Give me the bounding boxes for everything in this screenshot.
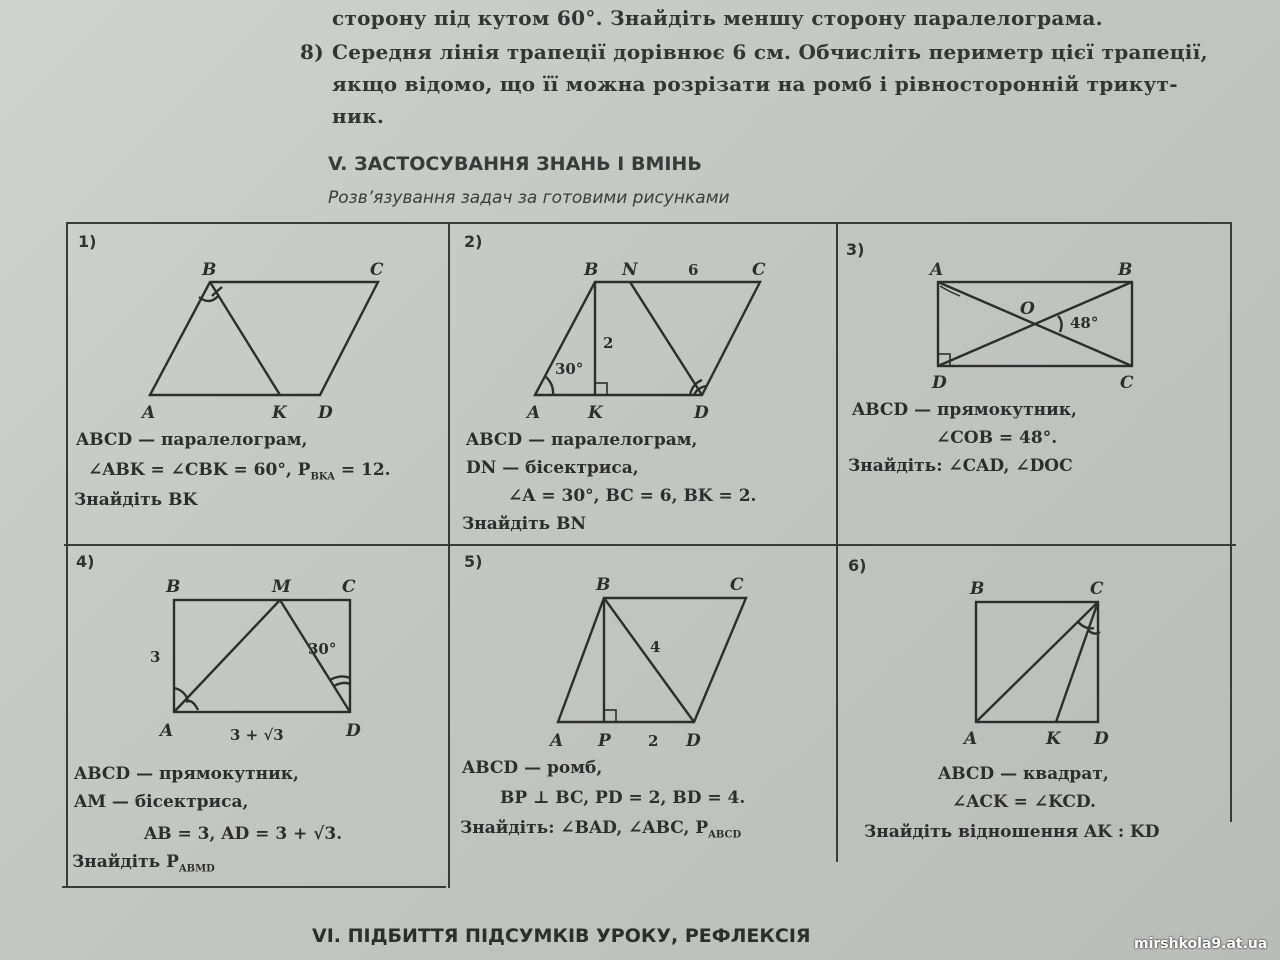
p2-caption-1: ABCD — паралелограм, (466, 430, 698, 450)
p3-label-b: B (1118, 260, 1133, 280)
p4-label-m: M (272, 577, 291, 597)
p1-caption-2-main: ∠ABK = ∠CBK = 60°, P (88, 460, 311, 480)
p6-segment-ck (1056, 602, 1098, 722)
p6-label-b: B (970, 579, 985, 599)
p1-caption-2-sub: BKA (310, 471, 335, 483)
p2-caption-4: Знайдіть BN (462, 514, 587, 534)
problem-5-number: 5) (464, 552, 483, 571)
p2-label-angle: 30° (555, 360, 584, 378)
p2-label-a: A (527, 403, 541, 423)
p5-caption-1: ABCD — ромб, (462, 758, 603, 778)
p1-label-k: K (272, 403, 287, 423)
p6-caption-3: Знайдіть відношення AK : KD (864, 822, 1160, 842)
p3-label-a: A (930, 260, 944, 280)
p4-label-ab: 3 (150, 648, 161, 666)
problem-1-number: 1) (78, 232, 97, 251)
problem-6-number: 6) (848, 556, 867, 575)
p4-caption-2: AM — бісектриса, (74, 792, 249, 812)
watermark: mirshkola9.at.ua (1134, 936, 1268, 952)
p5-label-c: C (730, 575, 744, 595)
p5-label-p: P (598, 731, 611, 751)
p1-caption-2-tail: = 12. (334, 460, 391, 480)
p4-label-c: C (342, 577, 356, 597)
p6-caption-1: ABCD — квадрат, (938, 764, 1109, 784)
p1-label-b: B (202, 260, 217, 280)
p6-label-d: D (1094, 729, 1109, 749)
p4-caption-4-sub: ABMD (178, 863, 215, 875)
section-subtitle: Розв’язування задач за готовими рисунками (328, 188, 730, 208)
p6-label-a: A (964, 729, 978, 749)
p2-label-c: C (752, 260, 766, 280)
p2-label-b: B (584, 260, 599, 280)
p4-label-d: D (346, 721, 361, 741)
p4-caption-4-main: Знайдіть P (72, 852, 179, 872)
p6-label-k: K (1046, 729, 1061, 749)
p1-label-d: D (318, 403, 333, 423)
problem-3-number: 3) (846, 240, 865, 259)
p4-label-b: B (166, 577, 181, 597)
p2-label-bc: 6 (688, 261, 699, 279)
p5-label-a: A (550, 731, 564, 751)
p3-label-d: D (932, 373, 947, 393)
top-line-3: якщо відомо, що її можна розрізати на ромб і рівносторонній трикут- (332, 72, 1178, 96)
p5-label-pd: 2 (648, 732, 659, 750)
p1-label-c: C (370, 260, 384, 280)
p5-caption-3-sub: ABCD (708, 829, 742, 841)
top-line-4: ник. (332, 104, 385, 128)
p1-label-a: A (142, 403, 156, 423)
p3-label-o: O (1020, 299, 1035, 319)
p4-caption-3: AB = 3, AD = 3 + √3. (144, 824, 343, 844)
top-line-1: сторону під кутом 60°. Знайдіть меншу сторону паралелограма. (332, 6, 1103, 30)
p5-label-d: D (686, 731, 701, 751)
p2-label-bk: 2 (603, 334, 614, 352)
top-line-2: Середня лінія трапеції дорівнює 6 см. Обчисліть периметр цієї трапеції, (332, 40, 1208, 64)
p5-caption-3-main: Знайдіть: ∠BAD, ∠ABC, P (460, 818, 709, 838)
p6-label-c: C (1090, 579, 1104, 599)
p2-caption-3: ∠A = 30°, BC = 6, BK = 2. (508, 486, 757, 506)
p3-caption-3: Знайдіть: ∠CAD, ∠DOC (848, 456, 1073, 476)
p4-label-a: A (160, 721, 174, 741)
problem-4-number: 4) (76, 552, 95, 571)
p5-caption-2: BP ⊥ BC, PD = 2, BD = 4. (500, 788, 746, 808)
p3-caption-2: ∠COB = 48°. (936, 428, 1058, 448)
p1-caption-3: Знайдіть BK (74, 490, 198, 510)
item-8-number: 8) (300, 40, 324, 64)
p4-label-angle: 30° (308, 640, 337, 658)
p4-label-ad: 3 + √3 (230, 726, 284, 744)
p2-label-k: K (588, 403, 603, 423)
p3-caption-1: ABCD — прямокутник, (852, 400, 1077, 420)
p6-caption-2: ∠ACK = ∠KCD. (952, 792, 1096, 812)
p5-label-bd: 4 (650, 638, 661, 656)
p1-caption-1: ABCD — паралелограм, (76, 430, 308, 450)
p2-label-d: D (694, 403, 709, 423)
section-title: V. ЗАСТОСУВАННЯ ЗНАНЬ І ВМІНЬ (328, 153, 702, 175)
p3-label-angle: 48° (1070, 314, 1099, 332)
p3-label-c: C (1120, 373, 1134, 393)
bottom-section-title: VI. ПІДБИТТЯ ПІДСУМКІВ УРОКУ, РЕФЛЕКСІЯ (312, 925, 811, 947)
p6-diagonal-ac (976, 602, 1098, 722)
problem-2-number: 2) (464, 232, 483, 251)
p5-label-b: B (596, 575, 611, 595)
p2-caption-2: DN — бісектриса, (466, 458, 639, 478)
p4-caption-1: ABCD — прямокутник, (74, 764, 299, 784)
p2-label-n: N (622, 260, 638, 280)
